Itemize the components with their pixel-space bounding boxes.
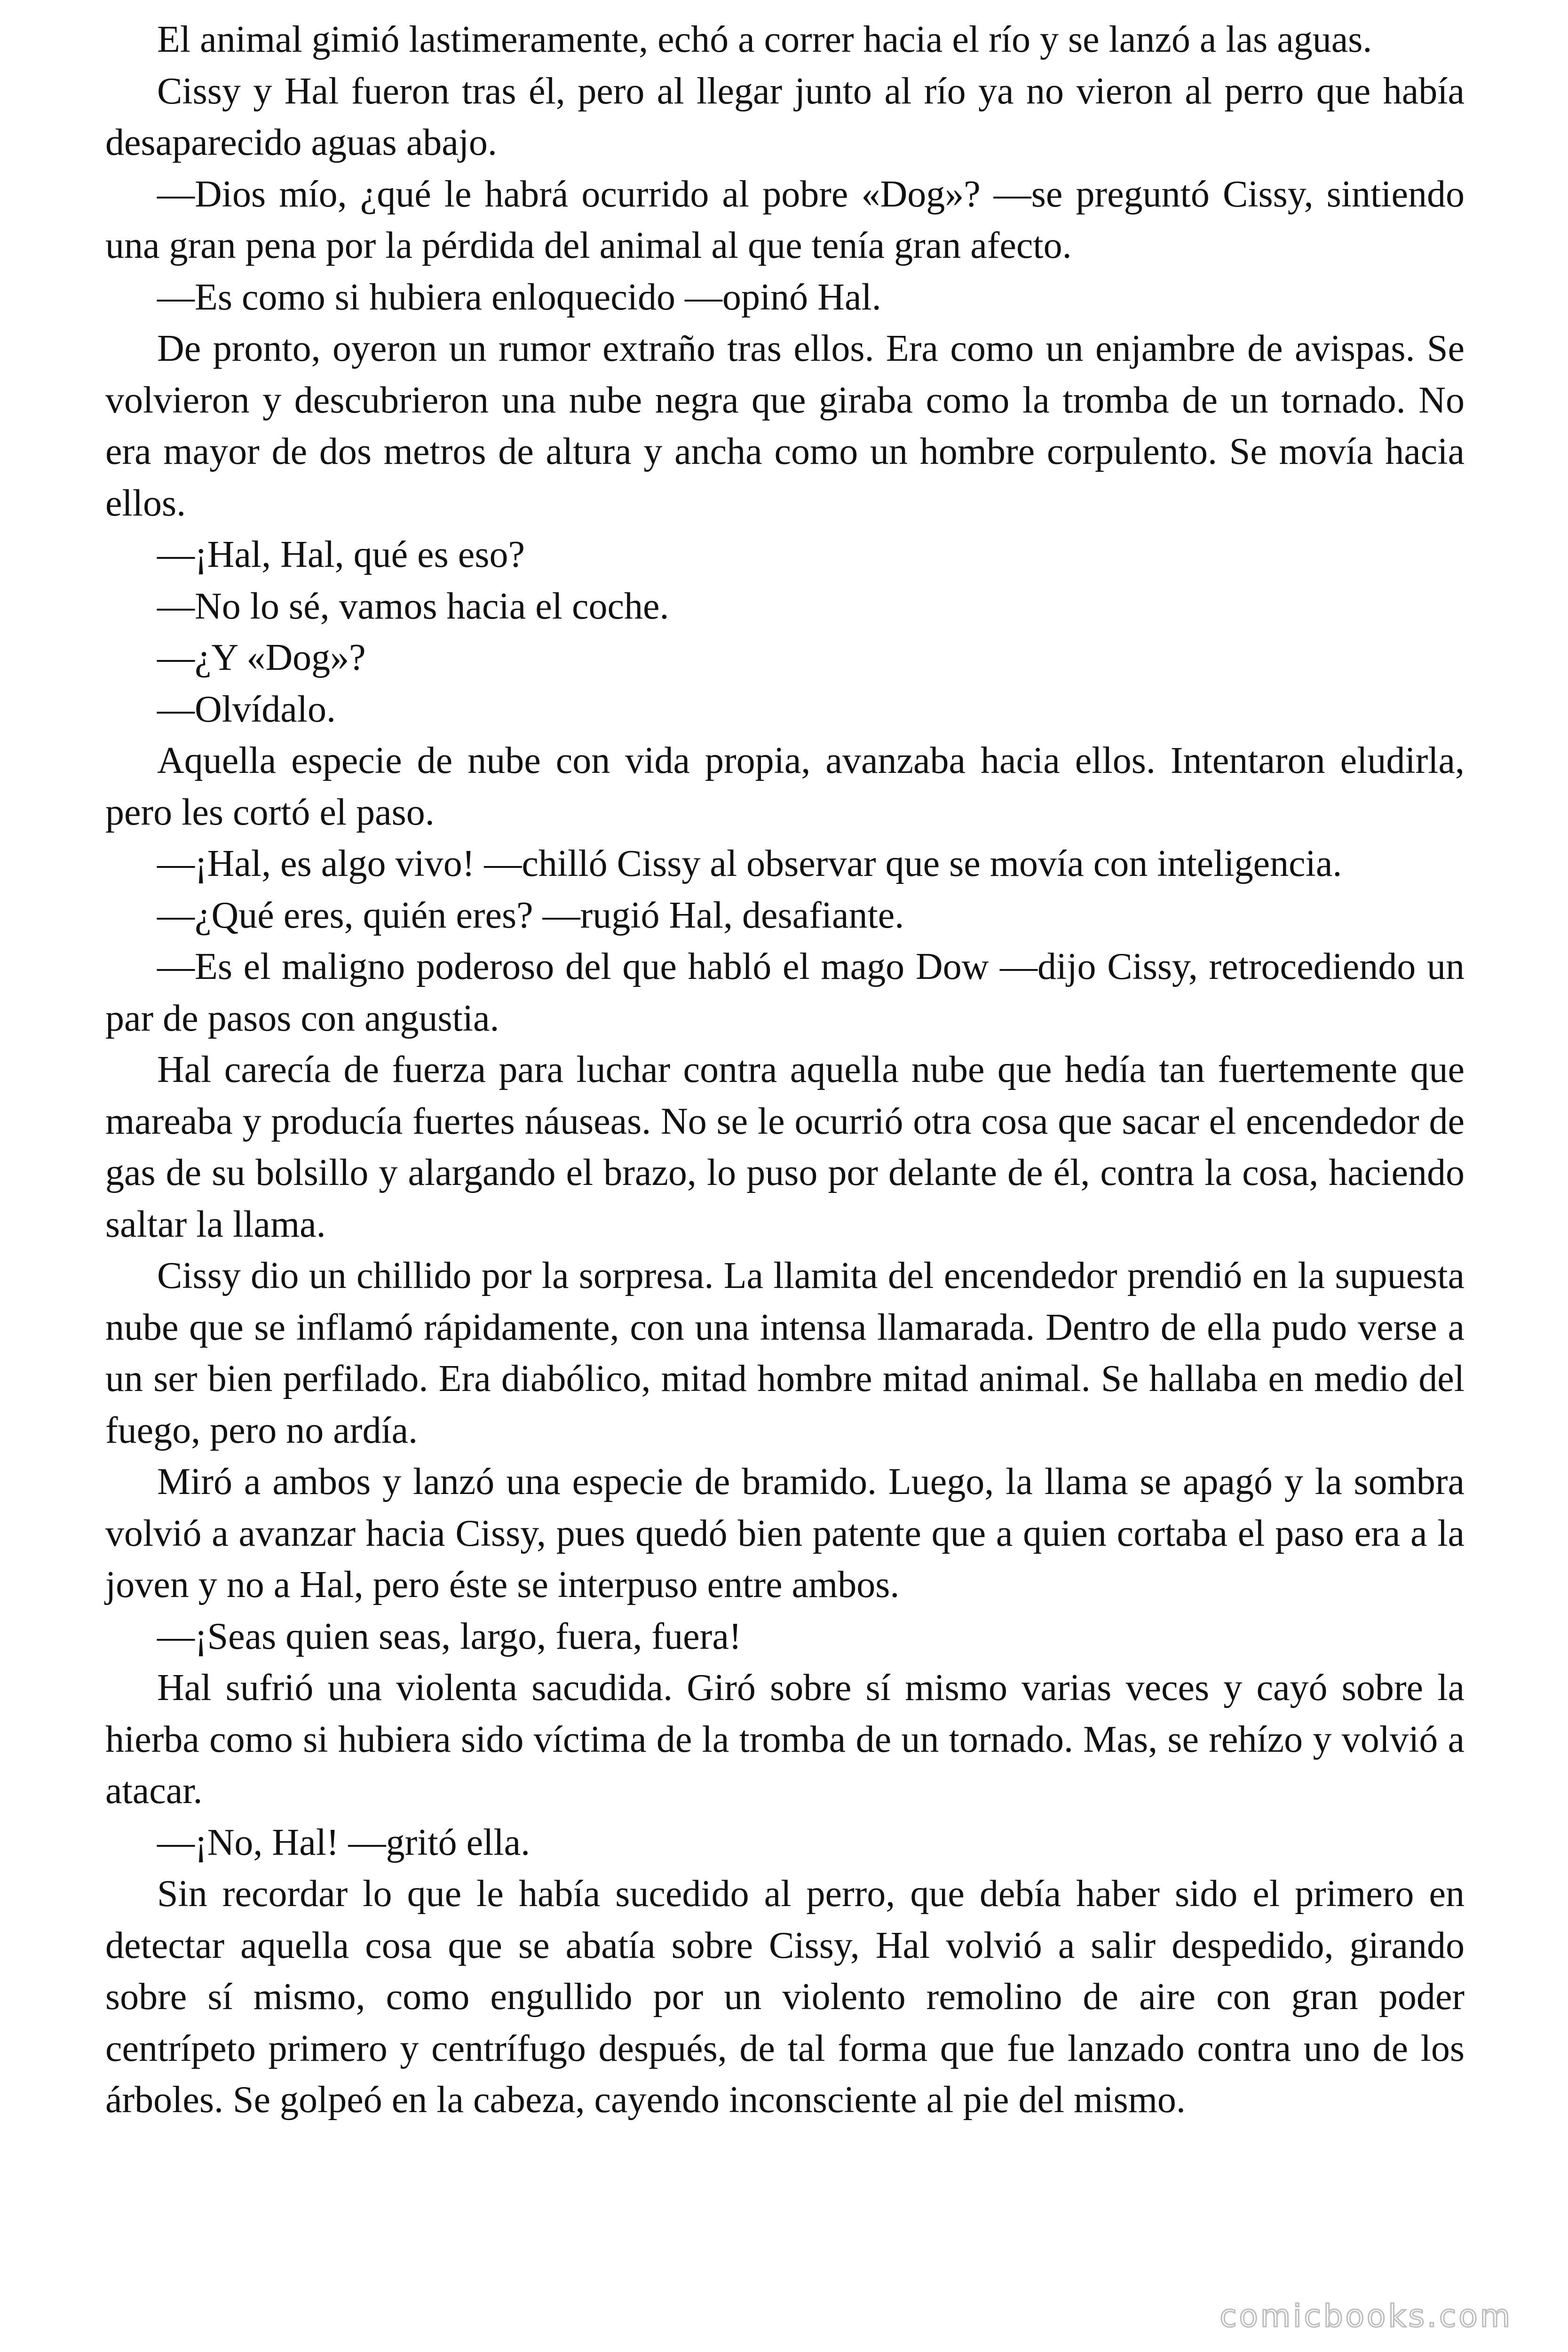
paragraph: —Olvídalo. [157, 688, 336, 730]
paragraph: —Es como si hubiera enloquecido —opinó Hal. [157, 276, 881, 318]
paragraph: Cissy y Hal fueron tras él, pero al llegar junto al río ya no vieron al perro que había desaparecido aguas abajo. [105, 70, 1465, 163]
paragraph: —No lo sé, vamos hacia el coche. [157, 585, 669, 627]
paragraph: —¡No, Hal! —gritó ella. [157, 1821, 531, 1863]
paragraph: Sin recordar lo que le había sucedido al perro, que debía haber sido el primero en detectar aquella cosa que se abatía sobre Cissy, Hal volvió a salir despedido, girando sobre sí mismo, como engullido por un violento remolino de aire con gran poder centrípeto primero y centrífugo después, de tal forma que fue lanzado contra uno de los árboles. Se golpeó en la cabeza, cayendo inconsciente al pie del mismo. [105, 1873, 1465, 2121]
paragraph: —¿Y «Dog»? [157, 637, 366, 678]
paragraph: Hal sufrió una violenta sacudida. Giró sobre sí mismo varias veces y cayó sobre la hierba como si hubiera sido víctima de la tromba de un tornado. Mas, se rehízo y volvió a atacar. [105, 1667, 1465, 1812]
paragraph: —Dios mío, ¿qué le habrá ocurrido al pobre «Dog»? —se preguntó Cissy, sintiendo una gran pena por la pérdida del animal al que tenía gran afecto. [105, 173, 1465, 266]
paragraph: —¿Qué eres, quién eres? —rugió Hal, desafiante. [157, 894, 904, 936]
paragraph: Aquella especie de nube con vida propia, avanzaba hacia ellos. Intentaron eludirla, pero les cortó el paso. [105, 740, 1465, 833]
paragraph: —¡Hal, es algo vivo! —chilló Cissy al observar que se movía con inteligencia. [157, 843, 1342, 884]
paragraph: Hal carecía de fuerza para luchar contra aquella nube que hedía tan fuertemente que mareaba y producía fuertes náuseas. No se le ocurrió otra cosa que sacar el encendedor de gas de su bolsillo y alargando el brazo, lo puso por delante de él, contra la cosa, haciendo saltar la llama. [105, 1049, 1465, 1245]
paragraph: El animal gimió lastimeramente, echó a correr hacia el río y se lanzó a las aguas. [157, 19, 1372, 60]
paragraph: Cissy dio un chillido por la sorpresa. La llamita del encendedor prendió en la supuesta nube que se inflamó rápidamente, con una intensa llamarada. Dentro de ella pudo verse a un ser bien perfilado. Era diabólico, mitad hombre mitad animal. Se hallaba en medio del fuego, pero no ardía. [105, 1255, 1465, 1451]
paragraph: —¡Hal, Hal, qué es eso? [157, 534, 525, 575]
paragraph: Miró a ambos y lanzó una especie de bramido. Luego, la llama se apagó y la sombra volvió a avanzar hacia Cissy, pues quedó bien patente que a quien cortaba el paso era a la joven y no a Hal, pero éste se interpuso entre ambos. [105, 1461, 1465, 1605]
watermark: comicbooks.com [1220, 2298, 1513, 2334]
paragraph: De pronto, oyeron un rumor extraño tras ellos. Era como un enjambre de avispas. Se volvieron y descubrieron una nube negra que giraba como la tromba de un tornado. No era mayor de dos metros de altura y ancha como un hombre corpulento. Se movía hacia ellos. [105, 328, 1465, 524]
paragraph: —¡Seas quien seas, largo, fuera, fuera! [157, 1615, 742, 1657]
page-body-text [105, 14, 1465, 2126]
paragraph: —Es el maligno poderoso del que habló el mago Dow —dijo Cissy, retrocediendo un par de pasos con angustia. [105, 946, 1465, 1039]
